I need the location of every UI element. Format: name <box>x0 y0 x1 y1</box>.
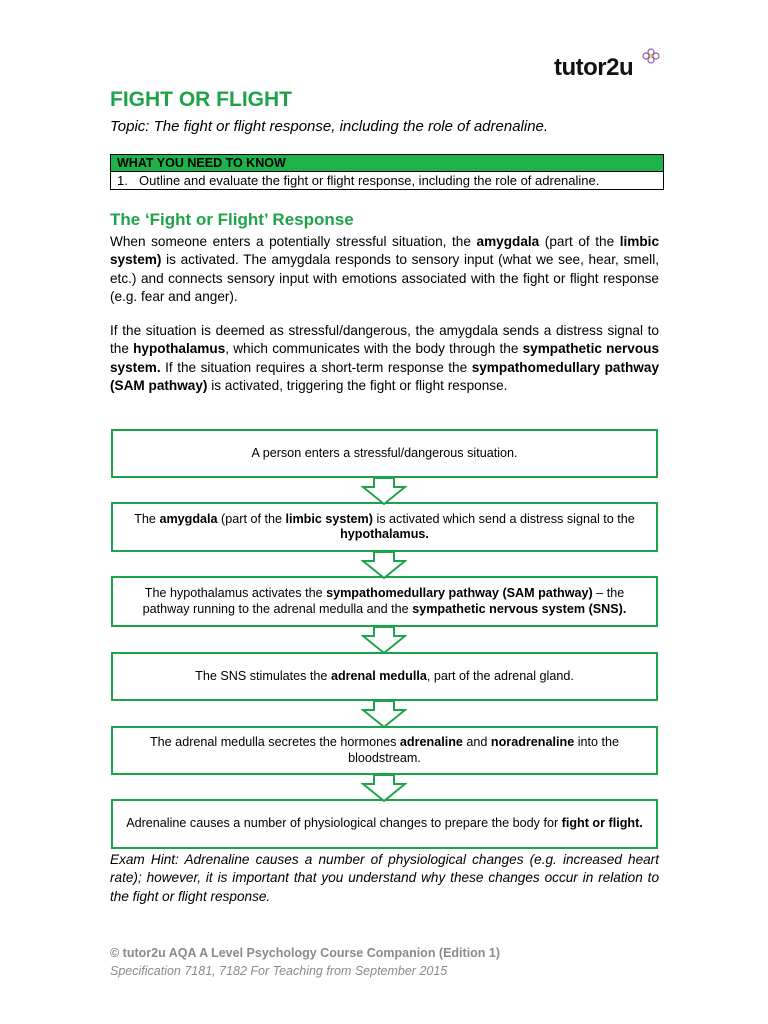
flow-step-3: The hypothalamus activates the sympathomedullary pathway (SAM pathway) – the pathway running to the adrenal medulla and the sympathetic nervous system (SNS). <box>111 576 658 627</box>
section-title: The ‘Fight or Flight’ Response <box>110 210 354 229</box>
down-arrow-icon <box>361 626 407 654</box>
flower-icon <box>642 48 660 66</box>
wyntk-item-number: 1. <box>117 173 128 188</box>
wyntk-header: WHAT YOU NEED TO KNOW <box>111 155 664 172</box>
flow-step-6: Adrenaline causes a number of physiological changes to prepare the body for fight or flight. <box>111 799 658 849</box>
flow-step-4: The SNS stimulates the adrenal medulla, part of the adrenal gland. <box>111 652 658 701</box>
logo-text <box>554 54 633 82</box>
footer-specification: Specification 7181, 7182 For Teaching from September 2015 <box>110 964 448 978</box>
flow-step-2: The amygdala (part of the limbic system) is activated which send a distress signal to the hypothalamus. <box>111 502 658 552</box>
down-arrow-icon <box>361 700 407 728</box>
paragraph-2: If the situation is deemed as stressful/dangerous, the amygdala sends a distress signal to the hypothalamus, which communicates with the body through the sympathetic nervous system. If the situation requires a short-term response the sympathomedullary pathway (SAM pathway) is activated, triggering the fight or flight response. <box>110 323 660 394</box>
topic-line: Topic: The fight or flight response, including the role of adrenaline. <box>110 118 549 135</box>
flow-step-5: The adrenal medulla secretes the hormones adrenaline and noradrenaline into the bloodstream. <box>111 726 658 775</box>
down-arrow-icon <box>361 774 407 802</box>
what-you-need-to-know-table <box>110 154 664 190</box>
flow-step-1: A person enters a stressful/dangerous situation. <box>111 429 658 478</box>
down-arrow-icon <box>361 477 407 505</box>
exam-hint: Exam Hint: Adrenaline causes a number of physiological changes (e.g. increased heart rate); however, it is important that you understand why these changes occur in relation to the fight or flight response. <box>110 852 659 904</box>
wyntk-item <box>111 172 664 190</box>
down-arrow-icon <box>361 551 407 579</box>
wyntk-item-text: Outline and evaluate the fight or flight response, including the role of adrenaline. <box>139 173 600 188</box>
page-title: FIGHT OR FLIGHT <box>110 88 292 111</box>
tutor2u-logo <box>554 48 664 88</box>
logo-text-2u: 2u <box>606 54 634 81</box>
paragraph-1: When someone enters a potentially stressful situation, the amygdala (part of the limbic system) is activated. The amygdala responds to sensory input (what we see, hear, smell, etc.) and connects sensory input with emotions associated with the fight or flight response (e.g. fear and anger). <box>110 234 660 305</box>
footer-copyright: © tutor2u AQA A Level Psychology Course Companion (Edition 1) <box>110 946 501 960</box>
logo-text-tutor: tutor <box>554 54 607 81</box>
